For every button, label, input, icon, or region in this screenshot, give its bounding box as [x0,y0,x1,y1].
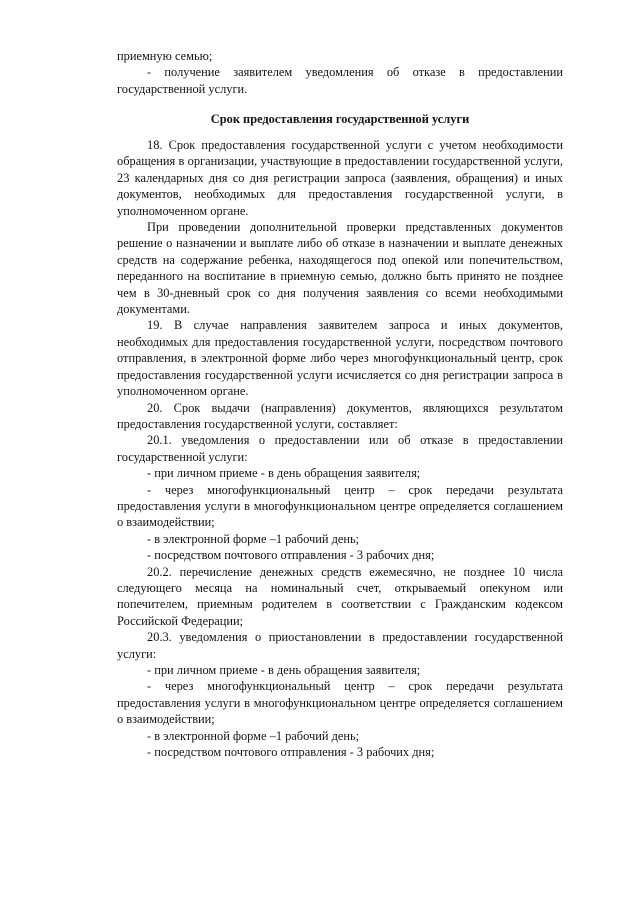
paragraph-19: 19. В случае направления заявителем запроса и иных документов, необходимых для предоставления государственной услуги, посредством почтового отправления, в электронной форме либо через многофункциональный центр, срок предоставления государственной услуги исчисляется со дня регистрации запроса в уполномоченном органе. [117,318,563,399]
list-item-personal-visit: - при личном приеме - в день обращения заявителя; [147,663,421,677]
list-item-mfc: - через многофункциональный центр – срок передачи результата предоставления услуги в многофункциональном центре определяется соглашением о взаимодействии; [117,482,563,530]
paragraph-20-3: 20.3. уведомления о приостановлении в предоставлении государственной услуги: [117,630,563,661]
list-item-personal-visit: - при личном приеме - в день обращения заявителя; [147,466,421,481]
section-body [117,137,563,760]
section-heading: Срок предоставления государственной услуги [210,112,470,126]
intro-list-item: - получение заявителем уведомления об отказе в предоставлении государственной услуги. [117,65,563,96]
section-heading-block [117,111,563,127]
paragraph-20-1: 20.1. уведомления о предоставлении или об отказе в предоставлении государственной услуги: [117,433,563,464]
paragraph-18: 18. Срок предоставления государственной услуги с учетом необходимости обращения в организации, участвующие в предоставлении государственной услуги, 23 календарных дня со дня регистрации запроса (заявления, обращения) и иных документов, необходимых для предоставления государственной услуги, в уполномоченном органе. [117,138,563,218]
intro-block [117,48,563,97]
paragraph-20-2: 20.2. перечисление денежных средств ежемесячно, не позднее 10 числа следующего месяца на номинальный счет, открываемый опекуном или попечителем, приемным родителем в соответствии с Гражданским кодексом Российской Федерации; [117,564,563,628]
intro-line: приемную семью; [117,49,213,63]
paragraph-20: 20. Срок выдачи (направления) документов, являющихся результатом предоставления государственной услуги, составляет: [117,400,563,431]
list-item-postal: - посредством почтового отправления - 3 рабочих дня; [147,745,435,760]
list-item-postal: - посредством почтового отправления - 3 рабочих дня; [147,548,435,563]
list-item-mfc: - через многофункциональный центр – срок передачи результата предоставления услуги в многофункциональном центре определяется соглашением о взаимодействии; [117,679,563,727]
paragraph-additional-check: При проведении дополнительной проверки представленных документов решение о назначении и выплате либо об отказе в назначении и выплате денежных средств на содержание ребенка, находящегося под опекой или попечительством, переданного на воспитание в приемную семью, должно быть принято не позднее чем в 30-дневный срок со дня получения заявления со всеми необходимыми документами. [117,220,563,317]
list-item-electronic: - в электронной форме –1 рабочий день; [147,531,360,546]
list-item-electronic: - в электронной форме –1 рабочий день; [147,728,360,743]
